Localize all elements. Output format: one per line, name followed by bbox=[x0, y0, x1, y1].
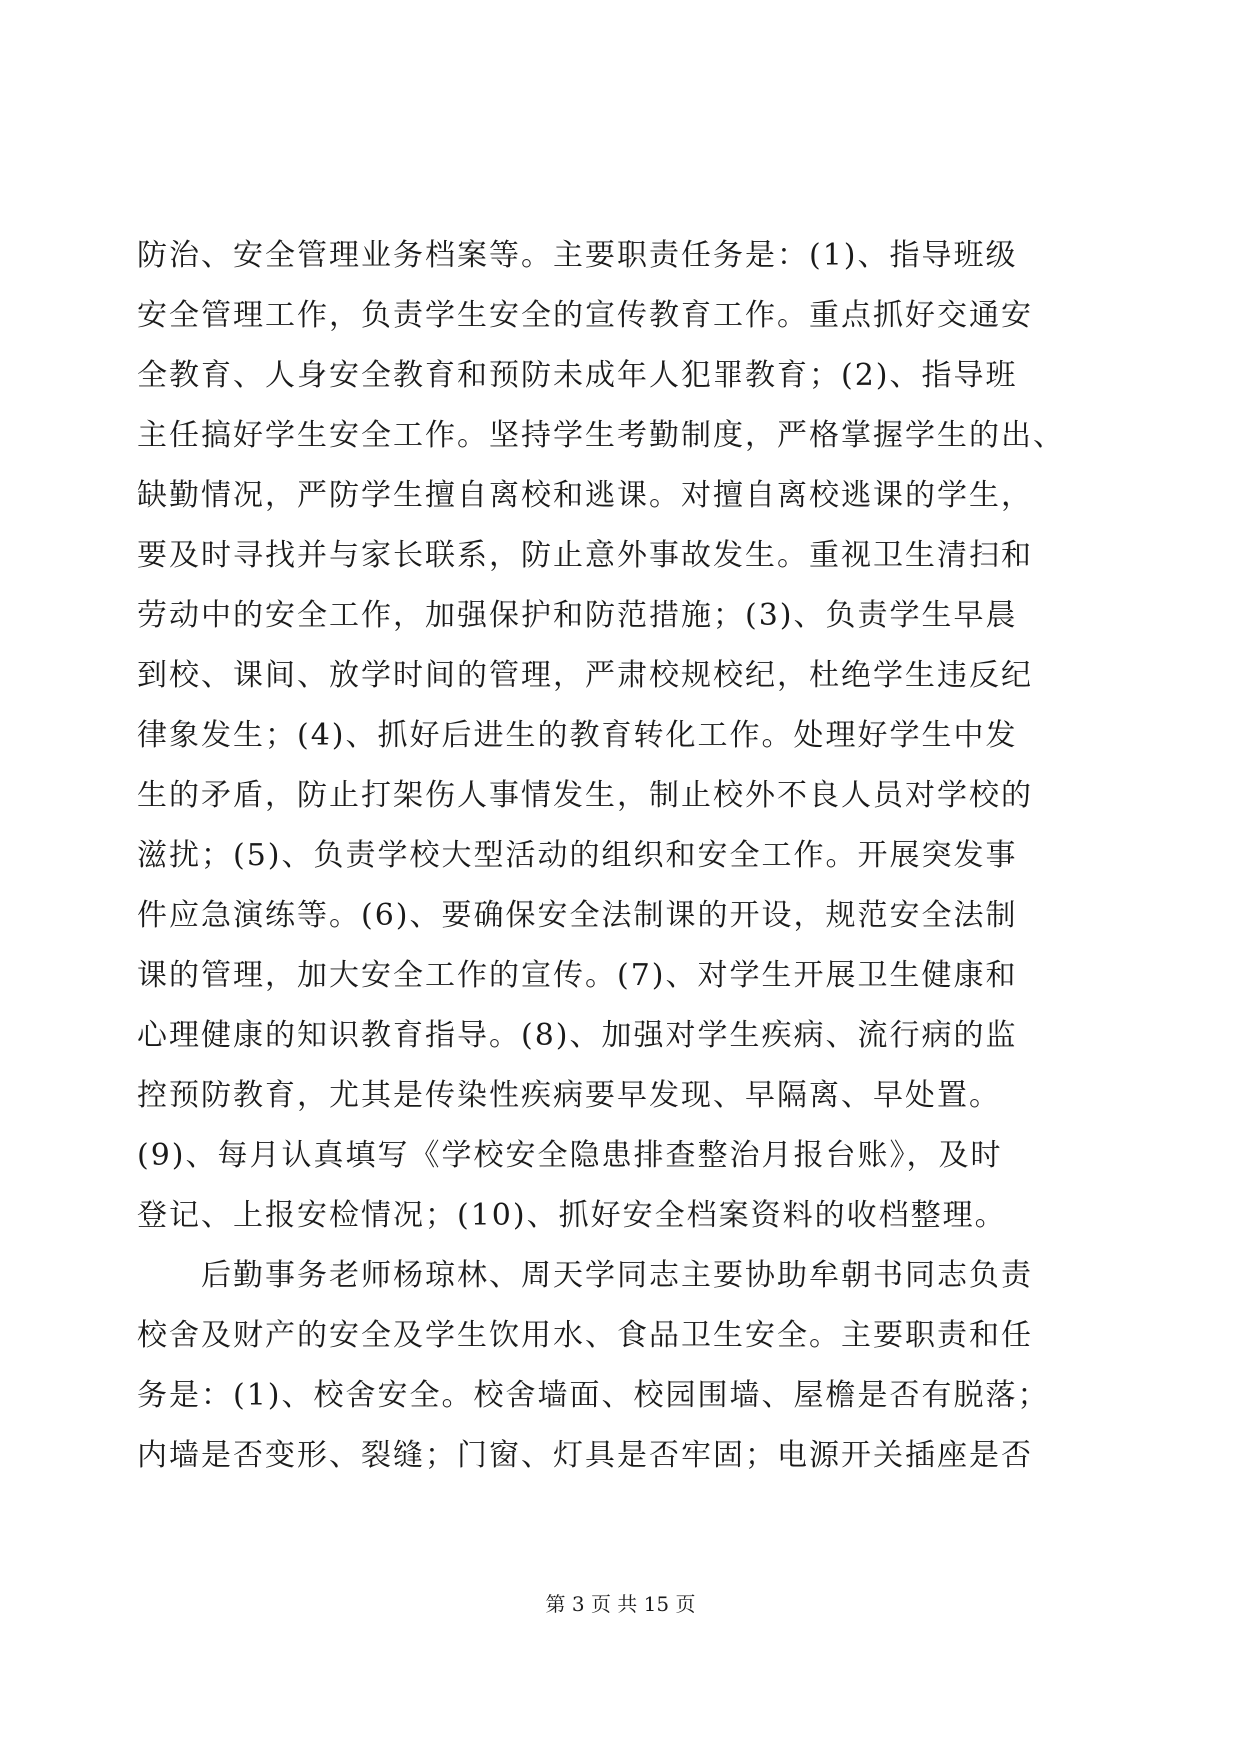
text-line: 校舍及财产的安全及学生饮用水、食品卫生安全。主要职责和任 bbox=[137, 1318, 1033, 1353]
text-line: 到校、课间、放学时间的管理，严肃校规校纪，杜绝学生违反纪 bbox=[137, 658, 1033, 693]
text-line: 要及时寻找并与家长联系，防止意外事故发生。重视卫生清扫和 bbox=[137, 538, 1033, 573]
text-line: 安全管理工作，负责学生安全的宣传教育工作。重点抓好交通安 bbox=[137, 298, 1033, 333]
page-number: 第 3 页 共 15 页 bbox=[545, 1592, 696, 1616]
text-line: 内墙是否变形、裂缝；门窗、灯具是否牢固；电源开关插座是否 bbox=[137, 1438, 1033, 1473]
text-line: 律象发生；(4)、抓好后进生的教育转化工作。处理好学生中发 bbox=[137, 718, 1018, 753]
text-line: 主任搞好学生安全工作。坚持学生考勤制度，严格掌握学生的出、 bbox=[137, 418, 1065, 453]
text-line: 务是：(1)、校舍安全。校舍墙面、校园围墙、屋檐是否有脱落； bbox=[137, 1378, 1050, 1413]
text-line: 劳动中的安全工作，加强保护和防范措施；(3)、负责学生早晨 bbox=[137, 598, 1018, 633]
text-line: 课的管理，加大安全工作的宣传。(7)、对学生开展卫生健康和 bbox=[137, 958, 1018, 993]
text-line: 后勤事务老师杨琼林、周天学同志主要协助牟朝书同志负责 bbox=[137, 1258, 1033, 1293]
body-text bbox=[137, 226, 1097, 1486]
text-line: 登记、上报安检情况；(10)、抓好安全档案资料的收档整理。 bbox=[137, 1198, 1007, 1233]
text-line: 全教育、人身安全教育和预防未成年人犯罪教育；(2)、指导班 bbox=[137, 358, 1018, 393]
text-line: 滋扰；(5)、负责学校大型活动的组织和安全工作。开展突发事 bbox=[137, 838, 1018, 873]
text-line: 防治、安全管理业务档案等。主要职责任务是：(1)、指导班级 bbox=[137, 238, 1018, 273]
text-line: 生的矛盾，防止打架伤人事情发生，制止校外不良人员对学校的 bbox=[137, 778, 1033, 813]
text-line: (9)、每月认真填写《学校安全隐患排查整治月报台账》，及时 bbox=[137, 1138, 1003, 1173]
text-line: 缺勤情况，严防学生擅自离校和逃课。对擅自离校逃课的学生， bbox=[137, 478, 1033, 513]
text-line: 控预防教育，尤其是传染性疾病要早发现、早隔离、早处置。 bbox=[137, 1078, 1001, 1113]
page-footer bbox=[0, 1590, 1241, 1618]
text-line: 心理健康的知识教育指导。(8)、加强对学生疾病、流行病的监 bbox=[137, 1018, 1018, 1053]
text-line: 件应急演练等。(6)、要确保安全法制课的开设，规范安全法制 bbox=[137, 898, 1018, 933]
